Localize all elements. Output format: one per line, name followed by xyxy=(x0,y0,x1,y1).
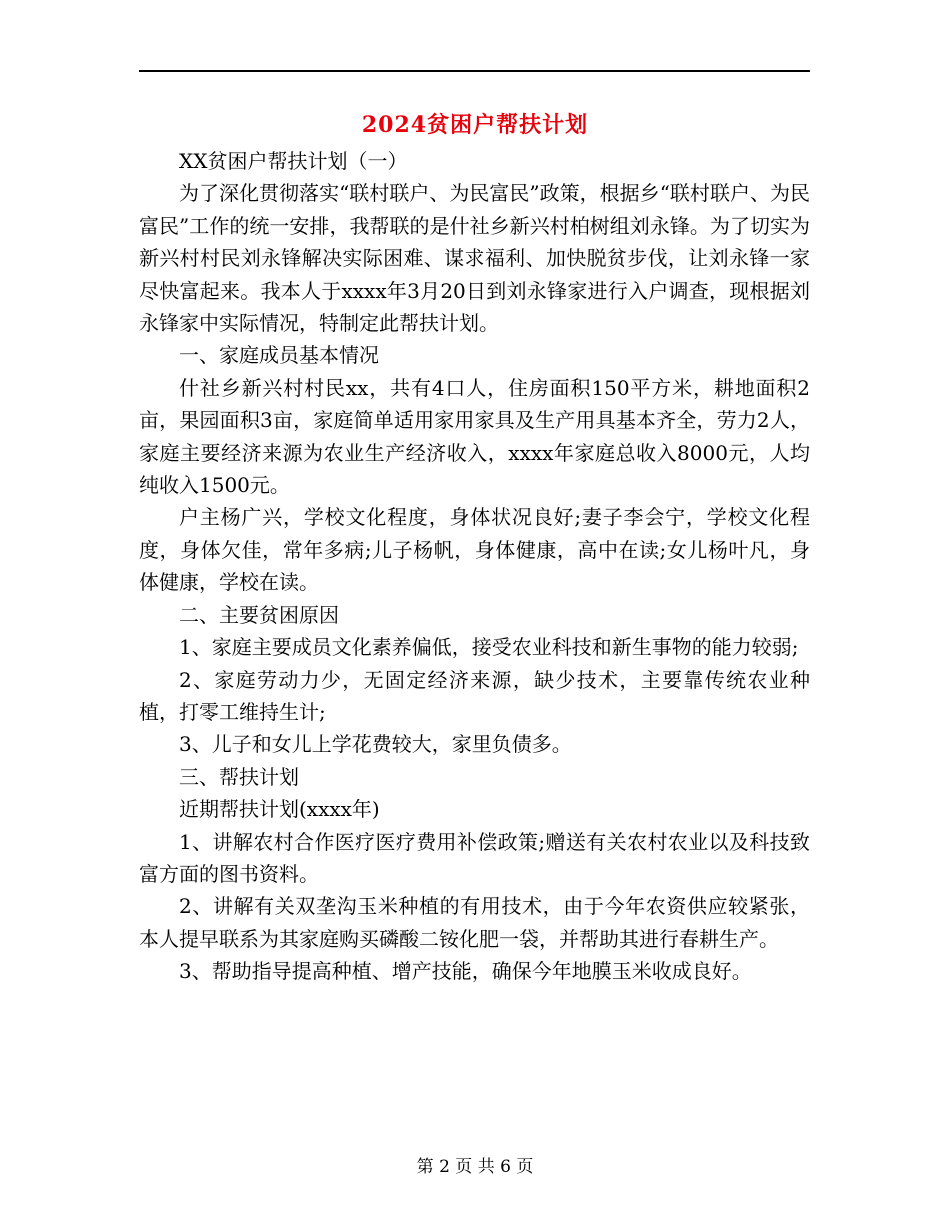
paragraph-cause-3: 3、儿子和女儿上学花费较大，家里负债多。 xyxy=(179,732,572,757)
paragraph-family-members: 户主杨广兴，学校文化程度，身体状况良好;妻子李会宁，学校文化程度，身体欠佳，常年多病;儿子杨帆，身体健康，高中在读;女儿杨叶凡，身体健康，学校在读。 xyxy=(139,505,810,595)
document-body xyxy=(139,145,810,988)
document-title: 2024贫困户帮扶计划 xyxy=(361,112,589,138)
paragraph-subtitle: XX贫困户帮扶计划（一） xyxy=(179,149,408,173)
paragraph-cause-1: 1、家庭主要成员文化素养偏低，接受农业科技和新生事物的能力较弱; xyxy=(179,635,799,660)
section-heading-plan: 三、帮扶计划 xyxy=(179,764,299,789)
paragraph-plan-1: 1、讲解农村合作医疗医疗费用补偿政策;赠送有关农村农业以及科技致富方面的图书资料。 xyxy=(139,829,810,886)
subheading-near-term-plan: 近期帮扶计划(xxxx年) xyxy=(179,797,380,822)
paragraph-plan-3: 3、帮助指导提高种植、增产技能，确保今年地膜玉米收成良好。 xyxy=(179,959,752,984)
section-heading-causes: 二、主要贫困原因 xyxy=(179,602,339,627)
paragraph-plan-2: 2、讲解有关双垄沟玉米种植的有用技术，由于今年农资供应较紧张，本人提早联系为其家庭购买磷酸二铵化肥一袋，并帮助其进行春耕生产。 xyxy=(139,894,810,951)
paragraph-cause-2: 2、家庭劳动力少，无固定经济来源，缺少技术，主要靠传统农业种植，打零工维持生计; xyxy=(139,667,810,724)
paragraph-intro: 为了深化贯彻落实“联村联户、为民富民”政策，根据乡“联村联户、为民富民”工作的统一安排，我帮联的是什社乡新兴村柏树组刘永锋。为了切实为新兴村村民刘永锋解决实际困难、谋求福利、加快脱贫步伐，让刘永锋一家尽快富起来。我本人于xxxx年3月20日到刘永锋家进行入户调查，现根据刘永锋家中实际情况，特制定此帮扶计划。 xyxy=(139,181,810,336)
page-number: 第 2 页 共 6 页 xyxy=(416,1157,534,1177)
paragraph-family-overview: 什社乡新兴村村民xx，共有4口人，住房面积150平方米，耕地面积2亩，果园面积3亩，家庭简单适用家用家具及生产用具基本齐全，劳力2人，家庭主要经济来源为农业生产经济收入，xxxx年家庭总收入8000元，人均纯收入1500元。 xyxy=(139,375,810,498)
header-rule xyxy=(139,70,810,72)
section-heading-family: 一、家庭成员基本情况 xyxy=(179,343,379,368)
